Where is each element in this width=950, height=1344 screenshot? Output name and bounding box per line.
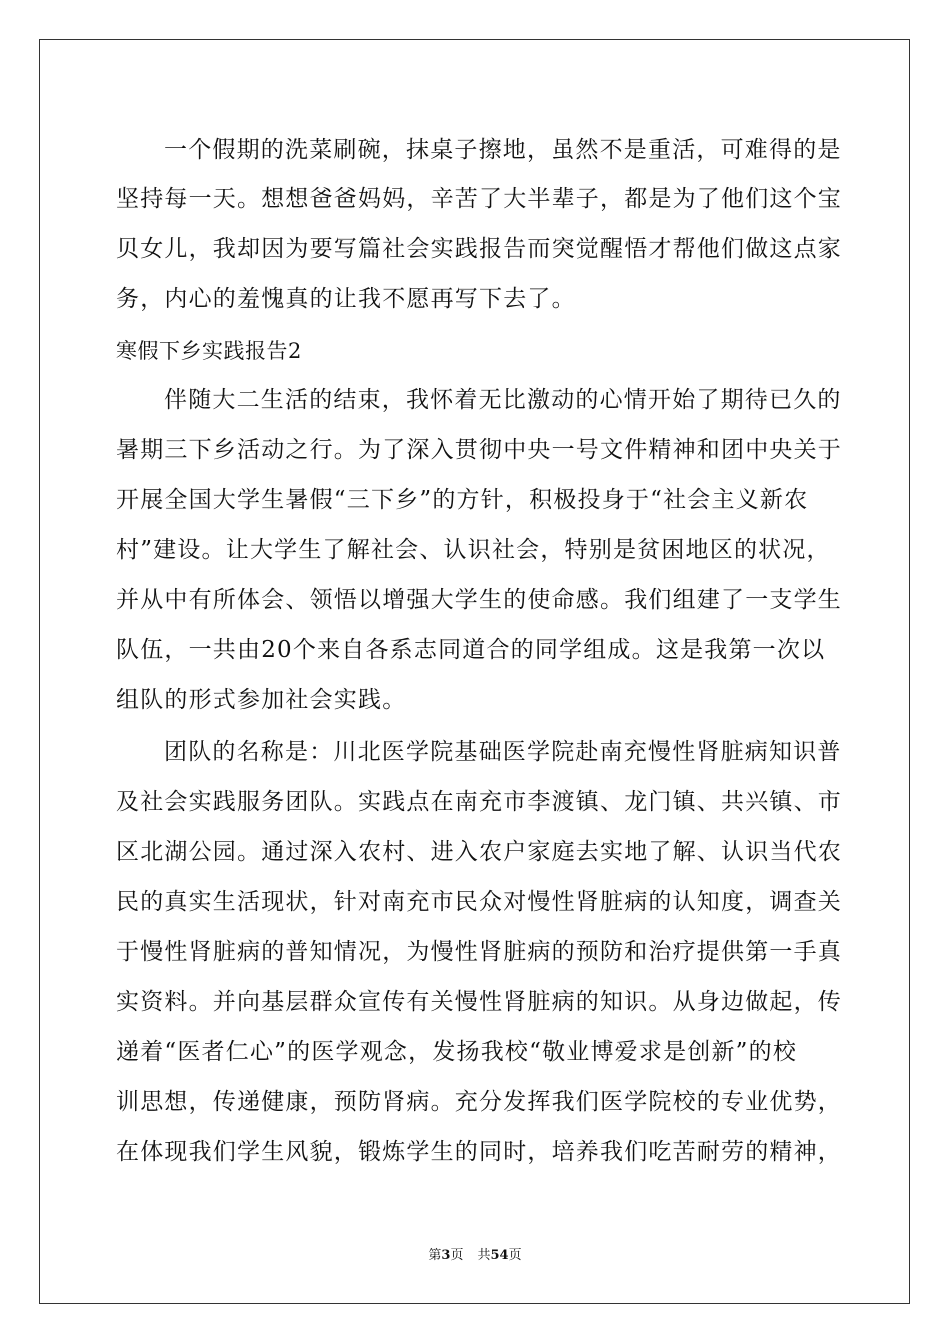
page-footer — [0, 1247, 950, 1265]
paragraph-line: 民的真实生活现状，针对南充市民众对慢性肾脏病的认知度，调查关 — [116, 889, 842, 915]
paragraph-line: 并从中有所体会、领悟以增强大学生的使命感。我们组建了一支学生 — [116, 587, 842, 613]
footer-total-pages: 54 — [490, 1248, 509, 1263]
paragraph-line: 团队的名称是：川北医学院基础医学院赴南充慢性肾脏病知识普 — [164, 739, 842, 765]
paragraph-line: 在体现我们学生风貌，锻炼学生的同时，培养我们吃苦耐劳的精神， — [116, 1139, 842, 1165]
footer-page-suffix: 页 — [450, 1248, 464, 1263]
footer-total-prefix: 共 — [477, 1248, 491, 1263]
paragraph-line: 暑期三下乡活动之行。为了深入贯彻中央一号文件精神和团中央关于 — [116, 437, 842, 463]
footer-page-number: 3 — [441, 1248, 451, 1263]
paragraph-line: 一个假期的洗菜刷碗，抹桌子擦地，虽然不是重活，可难得的是 — [164, 137, 842, 163]
paragraph-line: 于慢性肾脏病的普知情况，为慢性肾脏病的预防和治疗提供第一手真 — [116, 939, 842, 965]
paragraph-line: 村”建设。让大学生了解社会、认识社会，特别是贫困地区的状况， — [116, 537, 831, 563]
paragraph-line: 开展全国大学生暑假“三下乡”的方针，积极投身于“社会主义新农 — [116, 487, 809, 513]
footer-total-suffix: 页 — [508, 1248, 522, 1263]
paragraph-line: 伴随大二生活的结束，我怀着无比激动的心情开始了期待已久的 — [164, 387, 842, 413]
paragraph-line: 队伍，一共由20个来自各系志同道合的同学组成。这是我第一次以 — [116, 637, 826, 663]
paragraph-line: 务，内心的羞愧真的让我不愿再写下去了。 — [116, 286, 576, 312]
paragraph-line: 贝女儿，我却因为要写篇社会实践报告而突觉醒悟才帮他们做这点家 — [116, 236, 842, 262]
footer-page-prefix: 第 — [428, 1248, 442, 1263]
paragraph-line: 坚持每一天。想想爸爸妈妈，辛苦了大半辈子，都是为了他们这个宝 — [116, 186, 842, 212]
paragraph-line: 实资料。并向基层群众宣传有关慢性肾脏病的知识。从身边做起，传 — [116, 989, 842, 1015]
paragraph-line: 递着“医者仁心”的医学观念，发扬我校“敬业博爱求是创新”的校 — [116, 1039, 798, 1065]
paragraph-line: 组队的形式参加社会实践。 — [116, 687, 407, 713]
section-heading: 寒假下乡实践报告2 — [116, 339, 302, 363]
paragraph-line: 及社会实践服务团队。实践点在南充市李渡镇、龙门镇、共兴镇、市 — [116, 789, 842, 815]
paragraph-line: 训思想，传递健康，预防肾病。充分发挥我们医学院校的专业优势， — [116, 1089, 842, 1115]
paragraph-line: 区北湖公园。通过深入农村、进入农户家庭去实地了解、认识当代农 — [116, 839, 842, 865]
